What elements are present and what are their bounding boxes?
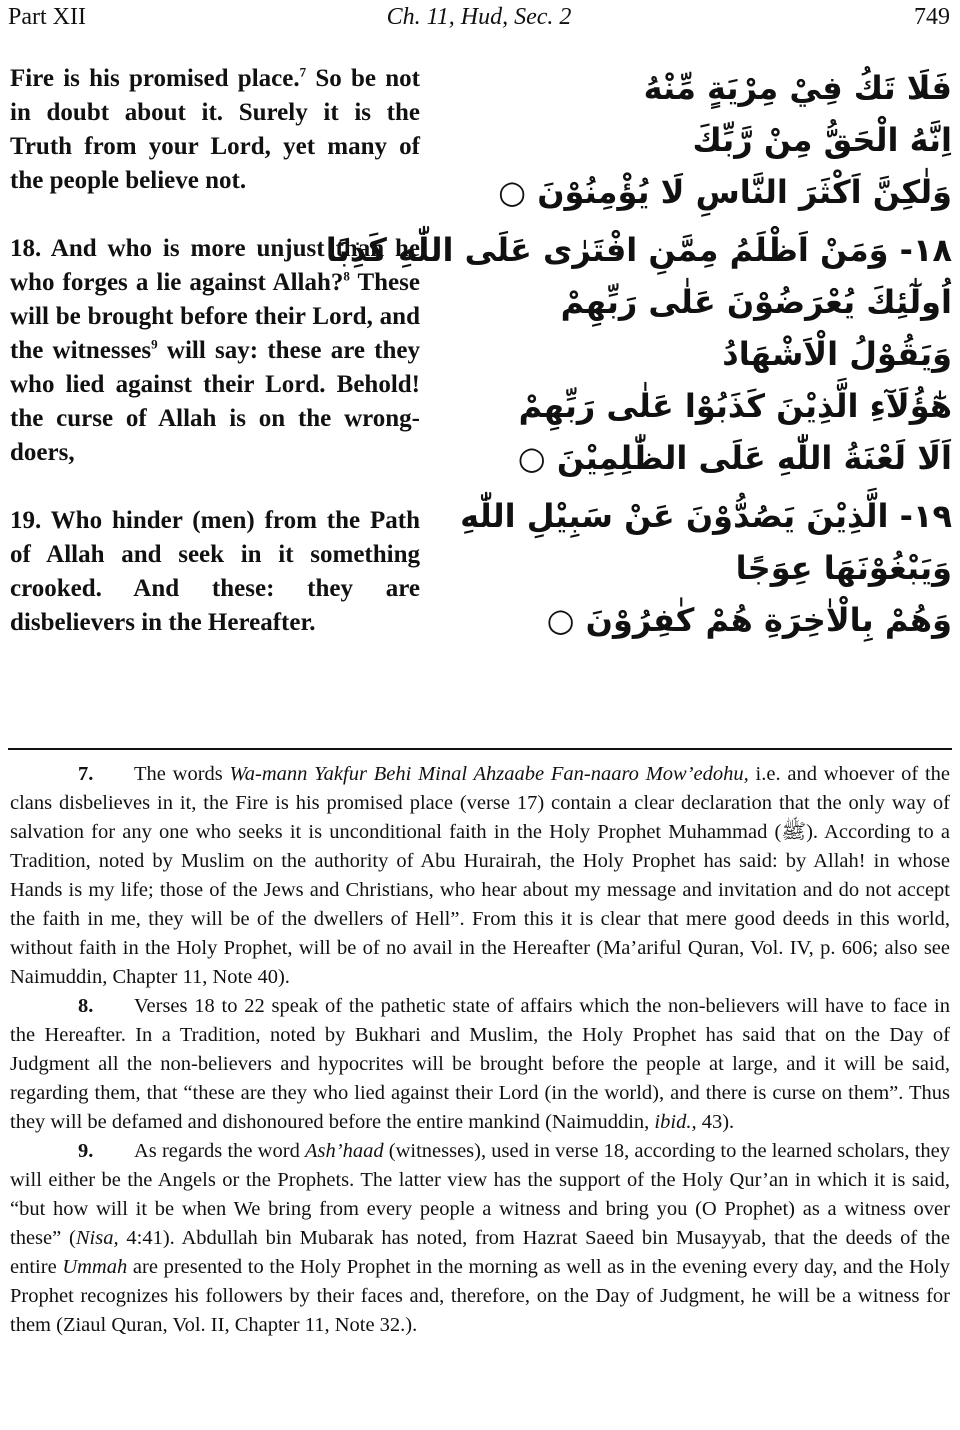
- footnote-ref-8[interactable]: 8: [343, 268, 350, 284]
- footnote-ref-7[interactable]: 7: [299, 64, 307, 80]
- running-header: [8, 4, 950, 34]
- verse-19-translation: 19. Who hinder (men) from the Path of Allah and seek in it something crooked. And these: they are disbelievers in the Hereafter.: [10, 507, 420, 636]
- arabic-line: وَلٰكِنَّ اَكْثَرَ النَّاسِ لَا يُؤْمِنُوْنَ ○: [498, 173, 952, 211]
- footnote-ref-9[interactable]: 9: [151, 336, 158, 352]
- arabic-verse-19: [460, 490, 952, 646]
- arabic-line: فَلَا تَكُ فِيْ مِرْيَةٍ مِّنْهُ: [643, 69, 952, 107]
- arabic-line: هٰٓؤُلَآءِ الَّذِيْنَ كَذَبُوْا عَلٰى رَبِّهِمْ: [518, 387, 952, 425]
- arabic-line: ١٩- الَّذِيْنَ يَصُدُّوْنَ عَنْ سَبِيْلِ اللّٰهِ: [460, 497, 952, 535]
- arabic-line: اُولٰٓئِكَ يُعْرَضُوْنَ عَلٰى رَبِّهِمْ: [560, 283, 952, 321]
- verse-18-translation: 18. And who is more unjust than he who forges a lie against Allah?$^8$ These will be brought before their Lord, and the witnesses$^9$ will say: these are they who lied against their Lord. Behold! the curse of Allah is on the wrong-doers,: [10, 235, 420, 466]
- footnote-number: 8.: [78, 995, 94, 1017]
- footnote-7: 7. The words Wa-mann Yakfur Behi Minal Ahzaabe Fan-naaro Mow’edohu, i.e. and whoever of the clans disbelieves in it, the Fire is his promised place (verse 17) contain a clear declaration that the only way of salvation for any one who seeks it is unconditional faith in the Holy Prophet Muhammad (ﷺ). According to a Tradition, noted by Muslim on the authority of Abu Hurairah, the Holy Prophet has said: by Allah! in whose Hands is my life; those of the Jews and Christians, who hear about my message and invitation and do not accept the faith in me, they will be of the dwellers of Hell”. From this it is clear that mere good deeds in this world, without faith in the Holy Prophet, will be of no avail in the Hereafter (Ma’ariful Quran, Vol. IV, p. 606; also see Naimuddin, Chapter 11, Note 40).: [10, 760, 950, 992]
- page-number: 749: [914, 4, 950, 30]
- arabic-line: وَيَقُوْلُ الْاَشْهَادُ: [722, 335, 952, 373]
- arabic-line: ١٨- وَمَنْ اَظْلَمُ مِمَّنِ افْتَرٰى عَلَى اللّٰهِ كَذِبًا: [325, 231, 952, 269]
- footnote-divider: [8, 748, 952, 750]
- part-label: Part XII: [8, 4, 86, 30]
- arabic-line: اِنَّهُ الْحَقُّ مِنْ رَّبِّكَ: [692, 121, 952, 159]
- arabic-verse-18: [325, 224, 952, 484]
- chapter-title: Ch. 11, Hud, Sec. 2: [386, 4, 572, 30]
- arabic-verse-17: [498, 62, 952, 218]
- arabic-line: وَيَبْغُوْنَهَا عِوَجًا: [735, 549, 952, 587]
- english-translation-column: [10, 62, 420, 640]
- arabic-text-column: [325, 62, 952, 646]
- arabic-line: وَهُمْ بِالْاٰخِرَةِ هُمْ كٰفِرُوْنَ ○: [546, 601, 952, 639]
- footnotes: [10, 760, 950, 1340]
- footnote-9: 9. As regards the word Ash’haad (witnesses), used in verse 18, according to the learned scholars, they will either be the Angels or the Prophets. The latter view has the support of the Holy Qur’an in which it is said, “but how will it be when We bring from every people a witness and bring you (O Prophet) as a witness over these” (Nisa, 4:41). Abdullah bin Mubarak has noted, from Hazrat Saeed bin Musayyab, that the deeds of the entire Ummah are presented to the Holy Prophet in the morning as well as in the evening every day, and the Holy Prophet recognizes his followers by their faces and, therefore, on the Day of Judgment, he will be a witness for them (Ziaul Quran, Vol. II, Chapter 11, Note 32.).: [10, 1137, 950, 1340]
- footnote-number: 7.: [78, 763, 94, 785]
- verse-17-translation: Fire is his promised place.$^7$ So be not in doubt about it. Surely it is the Truth from your Lord, yet many of the people believe not.: [10, 64, 420, 194]
- footnote-8: 8. Verses 18 to 22 speak of the pathetic state of affairs which the non-believers will have to face in the Hereafter. In a Tradition, noted by Bukhari and Muslim, the Holy Prophet has said that on the Day of Judgment all the non-believers and hypocrites will be brought before the people at large, and it will be said, regarding them, that “these are they who lied against their Lord (in the world), and there is curse on them”. Thus they will be defamed and dishonoured before the entire mankind (Naimuddin, ibid., 43).: [10, 992, 950, 1137]
- arabic-line: اَلَا لَعْنَةُ اللّٰهِ عَلَى الظّٰلِمِيْنَ ○: [517, 439, 952, 477]
- footnote-number: 9.: [78, 1140, 94, 1162]
